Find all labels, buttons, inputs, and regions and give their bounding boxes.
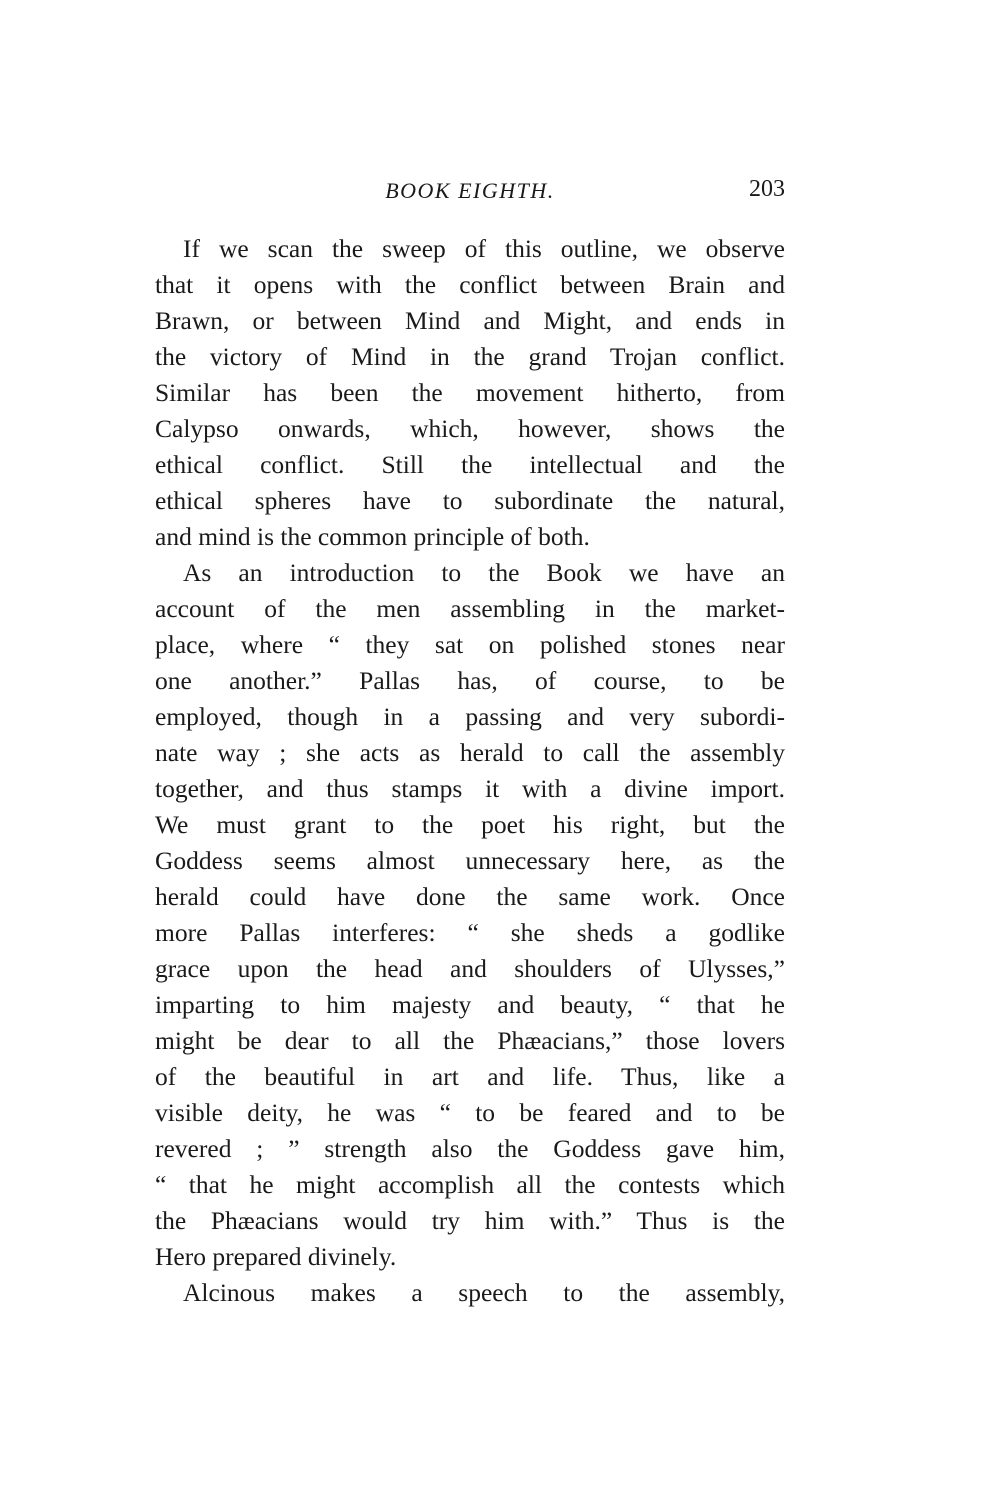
text-line: employed, though in a passing and very subordi- (155, 702, 785, 731)
text-line: place, where “ they sat on polished stones near (155, 630, 785, 659)
text-line: “ that he might accomplish all the contests which (155, 1170, 785, 1199)
text-line: nate way ; she acts as herald to call the assembly (155, 738, 785, 767)
text-line: As an introduction to the Book we have an (183, 558, 785, 587)
text-line: herald could have done the same work. Once (155, 882, 785, 911)
text-line: and mind is the common principle of both. (155, 522, 590, 551)
text-line: more Pallas interferes: “ she sheds a godlike (155, 918, 785, 947)
text-line: revered ; ” strength also the Goddess gave him, (155, 1134, 785, 1163)
body-text (155, 231, 785, 1311)
text-line: Brawn, or between Mind and Might, and ends in (155, 306, 785, 335)
running-title: BOOK EIGHTH. (385, 178, 555, 203)
text-line: ethical conflict. Still the intellectual and the (155, 450, 785, 479)
text-line: Alcinous makes a speech to the assembly, (183, 1278, 785, 1307)
text-line: We must grant to the poet his right, but the (155, 810, 785, 839)
text-line: that it opens with the conflict between Brain and (155, 270, 785, 299)
text-line: ethical spheres have to subordinate the natural, (155, 486, 785, 515)
page-number: 203 (749, 176, 785, 202)
text-line: might be dear to all the Phæacians,” those lovers (155, 1026, 785, 1055)
text-line: the Phæacians would try him with.” Thus is the (155, 1206, 785, 1235)
text-line: imparting to him majesty and beauty, “ that he (155, 990, 785, 1019)
text-line: Similar has been the movement hitherto, from (155, 378, 785, 407)
text-line: account of the men assembling in the market- (155, 594, 785, 623)
text-line: Calypso onwards, which, however, shows the (155, 414, 785, 443)
text-line: together, and thus stamps it with a divine import. (155, 774, 785, 803)
text-line: of the beautiful in art and life. Thus, like a (155, 1062, 785, 1091)
running-head (155, 178, 785, 212)
text-line: the victory of Mind in the grand Trojan conflict. (155, 342, 785, 371)
text-line: visible deity, he was “ to be feared and to be (155, 1098, 785, 1127)
text-line: If we scan the sweep of this outline, we observe (183, 234, 785, 263)
text-line: one another.” Pallas has, of course, to be (155, 666, 785, 695)
text-line: Hero prepared divinely. (155, 1242, 397, 1271)
text-line: Goddess seems almost unnecessary here, as the (155, 846, 785, 875)
text-line: grace upon the head and shoulders of Ulysses,” (155, 954, 785, 983)
